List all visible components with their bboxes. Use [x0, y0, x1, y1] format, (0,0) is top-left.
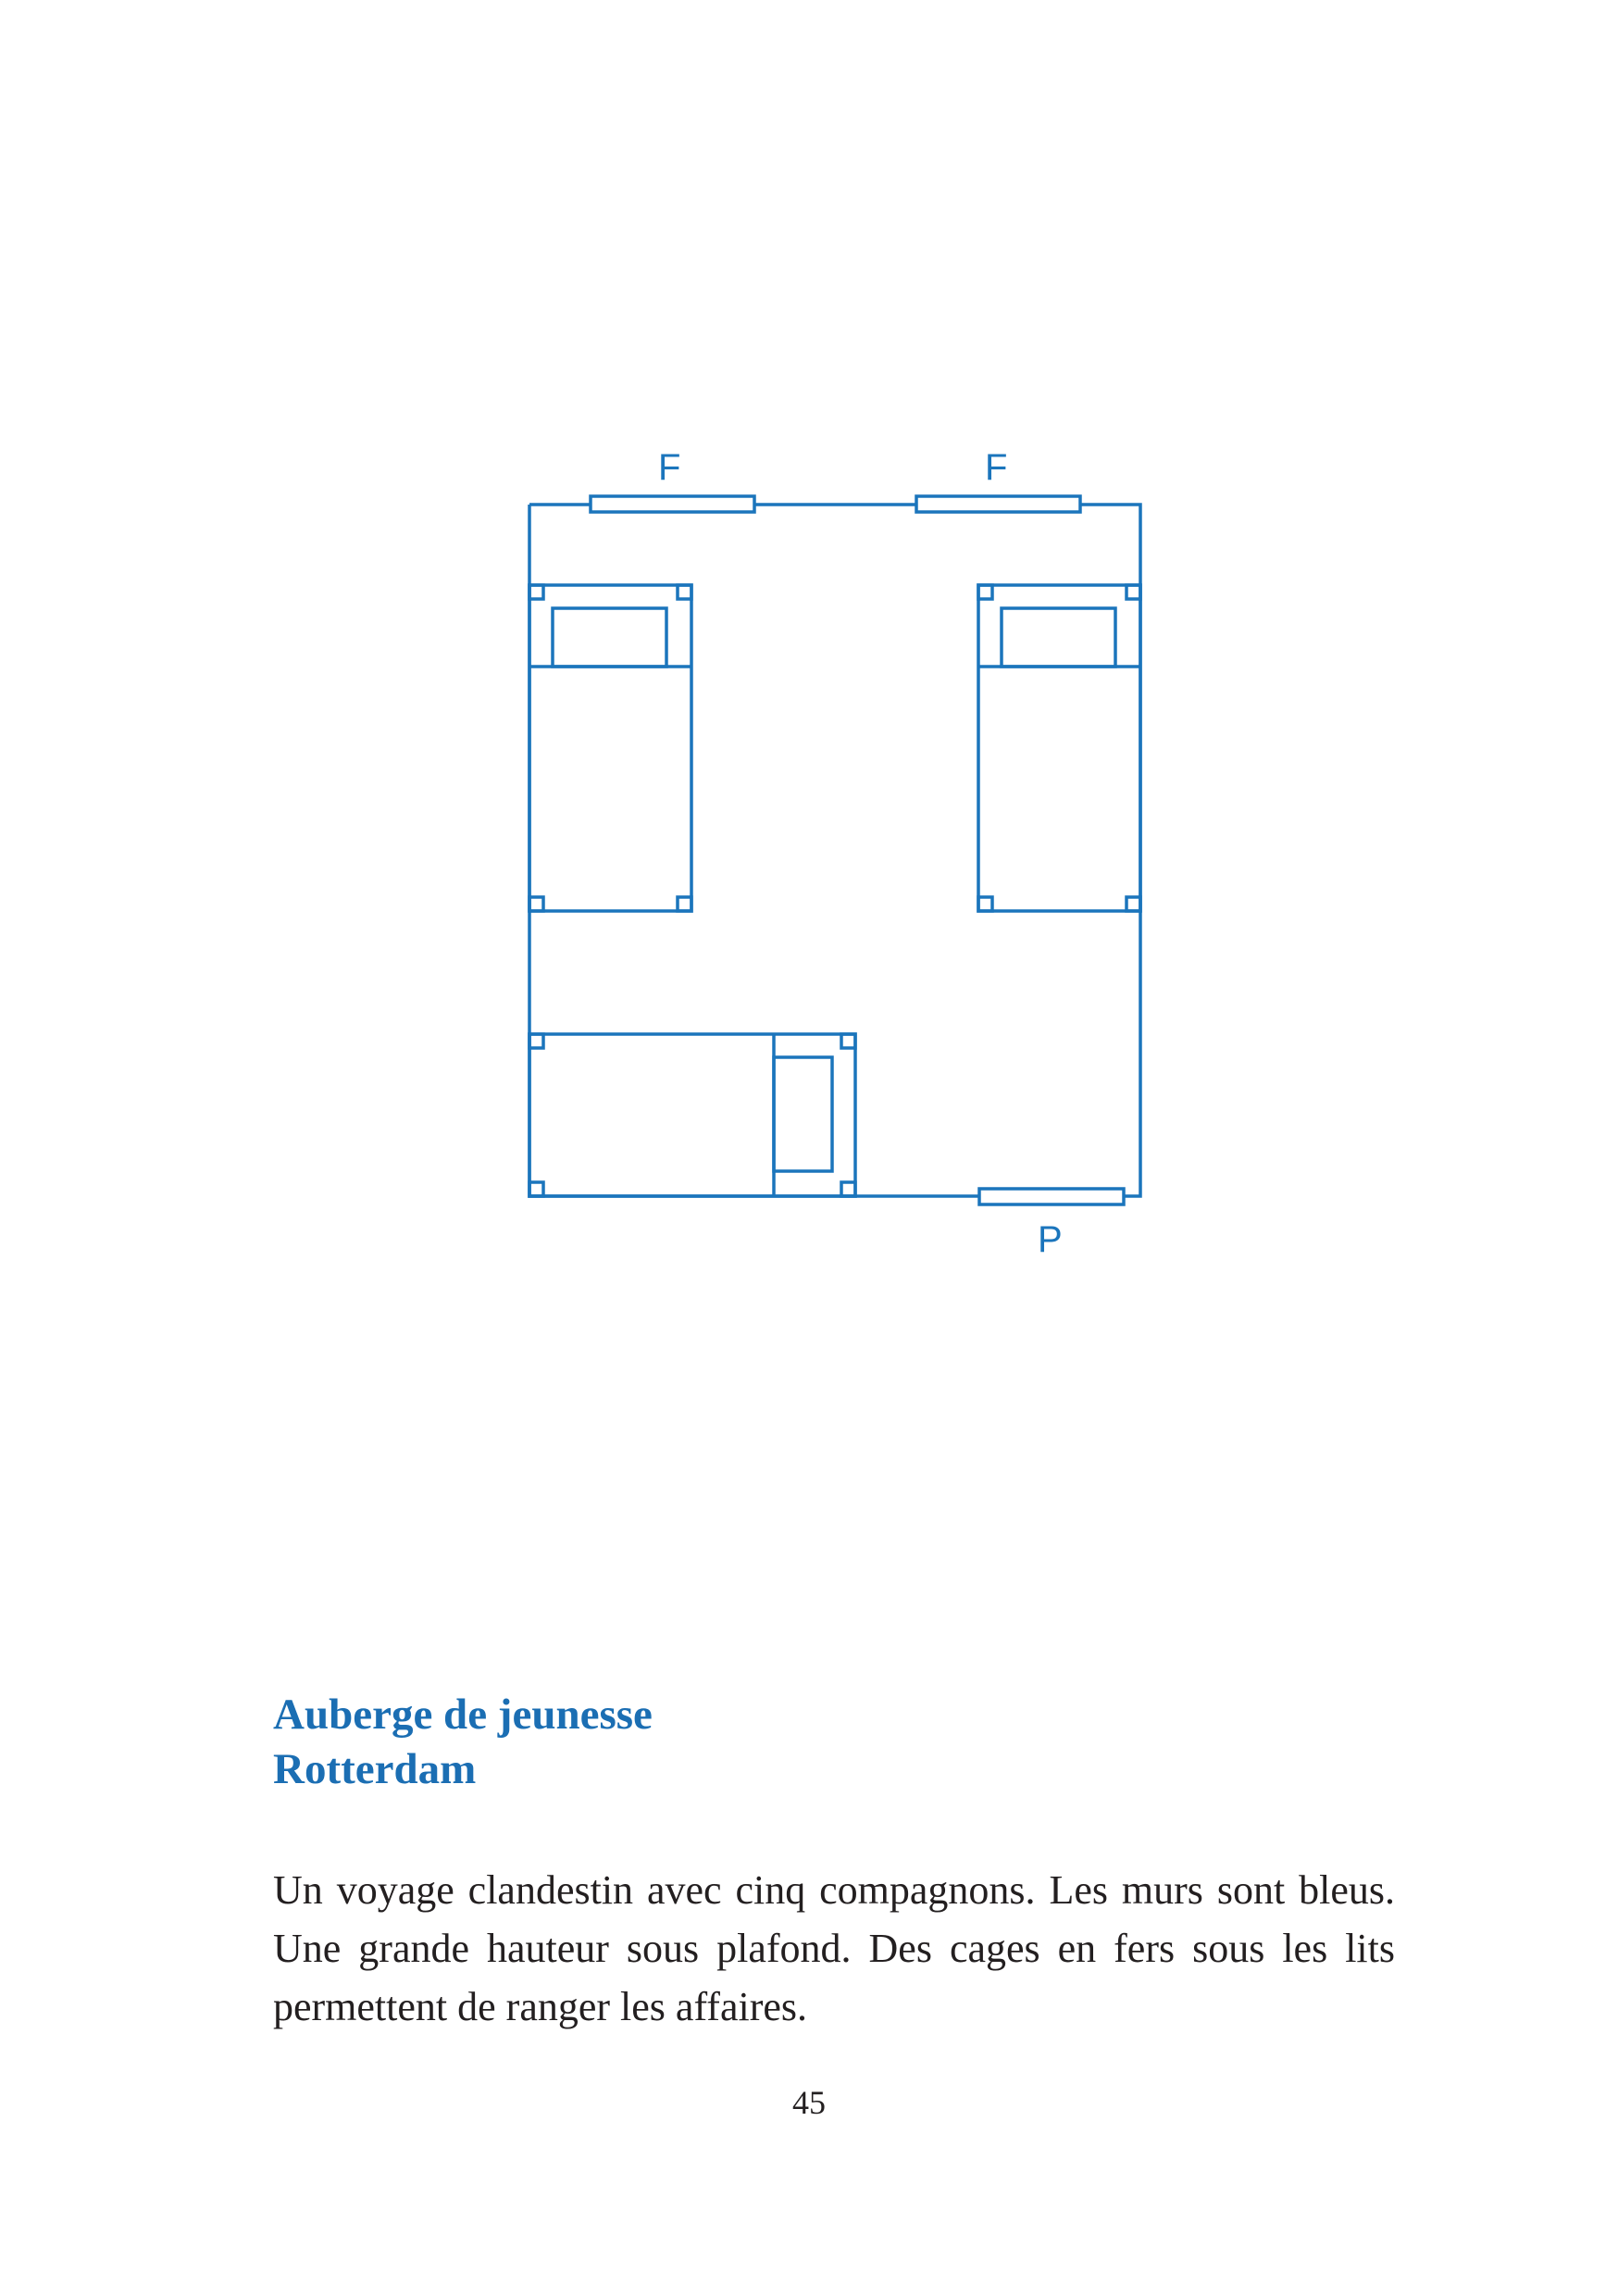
body-paragraph: Un voyage clandestin avec cinq compagnons. Les murs sont bleus. Une grande hauteur sous plafond. Des cages en fers sous les lits permettent de ranger les affaires.: [273, 1867, 1395, 2029]
section-title: [273, 1688, 653, 1797]
door-label: P: [1038, 1219, 1063, 1260]
page-number: 45: [792, 2084, 826, 2121]
door: [979, 1189, 1124, 1204]
bed-bottom: [529, 1034, 855, 1196]
title-line-2: Rotterdam: [273, 1745, 477, 1793]
window-right-label: F: [985, 447, 1008, 488]
window-left: [591, 496, 754, 512]
pillow: [774, 1057, 832, 1171]
pillow: [553, 608, 666, 667]
bed-top-right: [978, 585, 1140, 911]
window-right: [916, 496, 1080, 512]
window-left-label: F: [658, 447, 681, 488]
pillow: [1002, 608, 1115, 667]
title-line-1: Auberge de jeunesse: [273, 1691, 653, 1739]
bed-top-left: [529, 585, 691, 911]
